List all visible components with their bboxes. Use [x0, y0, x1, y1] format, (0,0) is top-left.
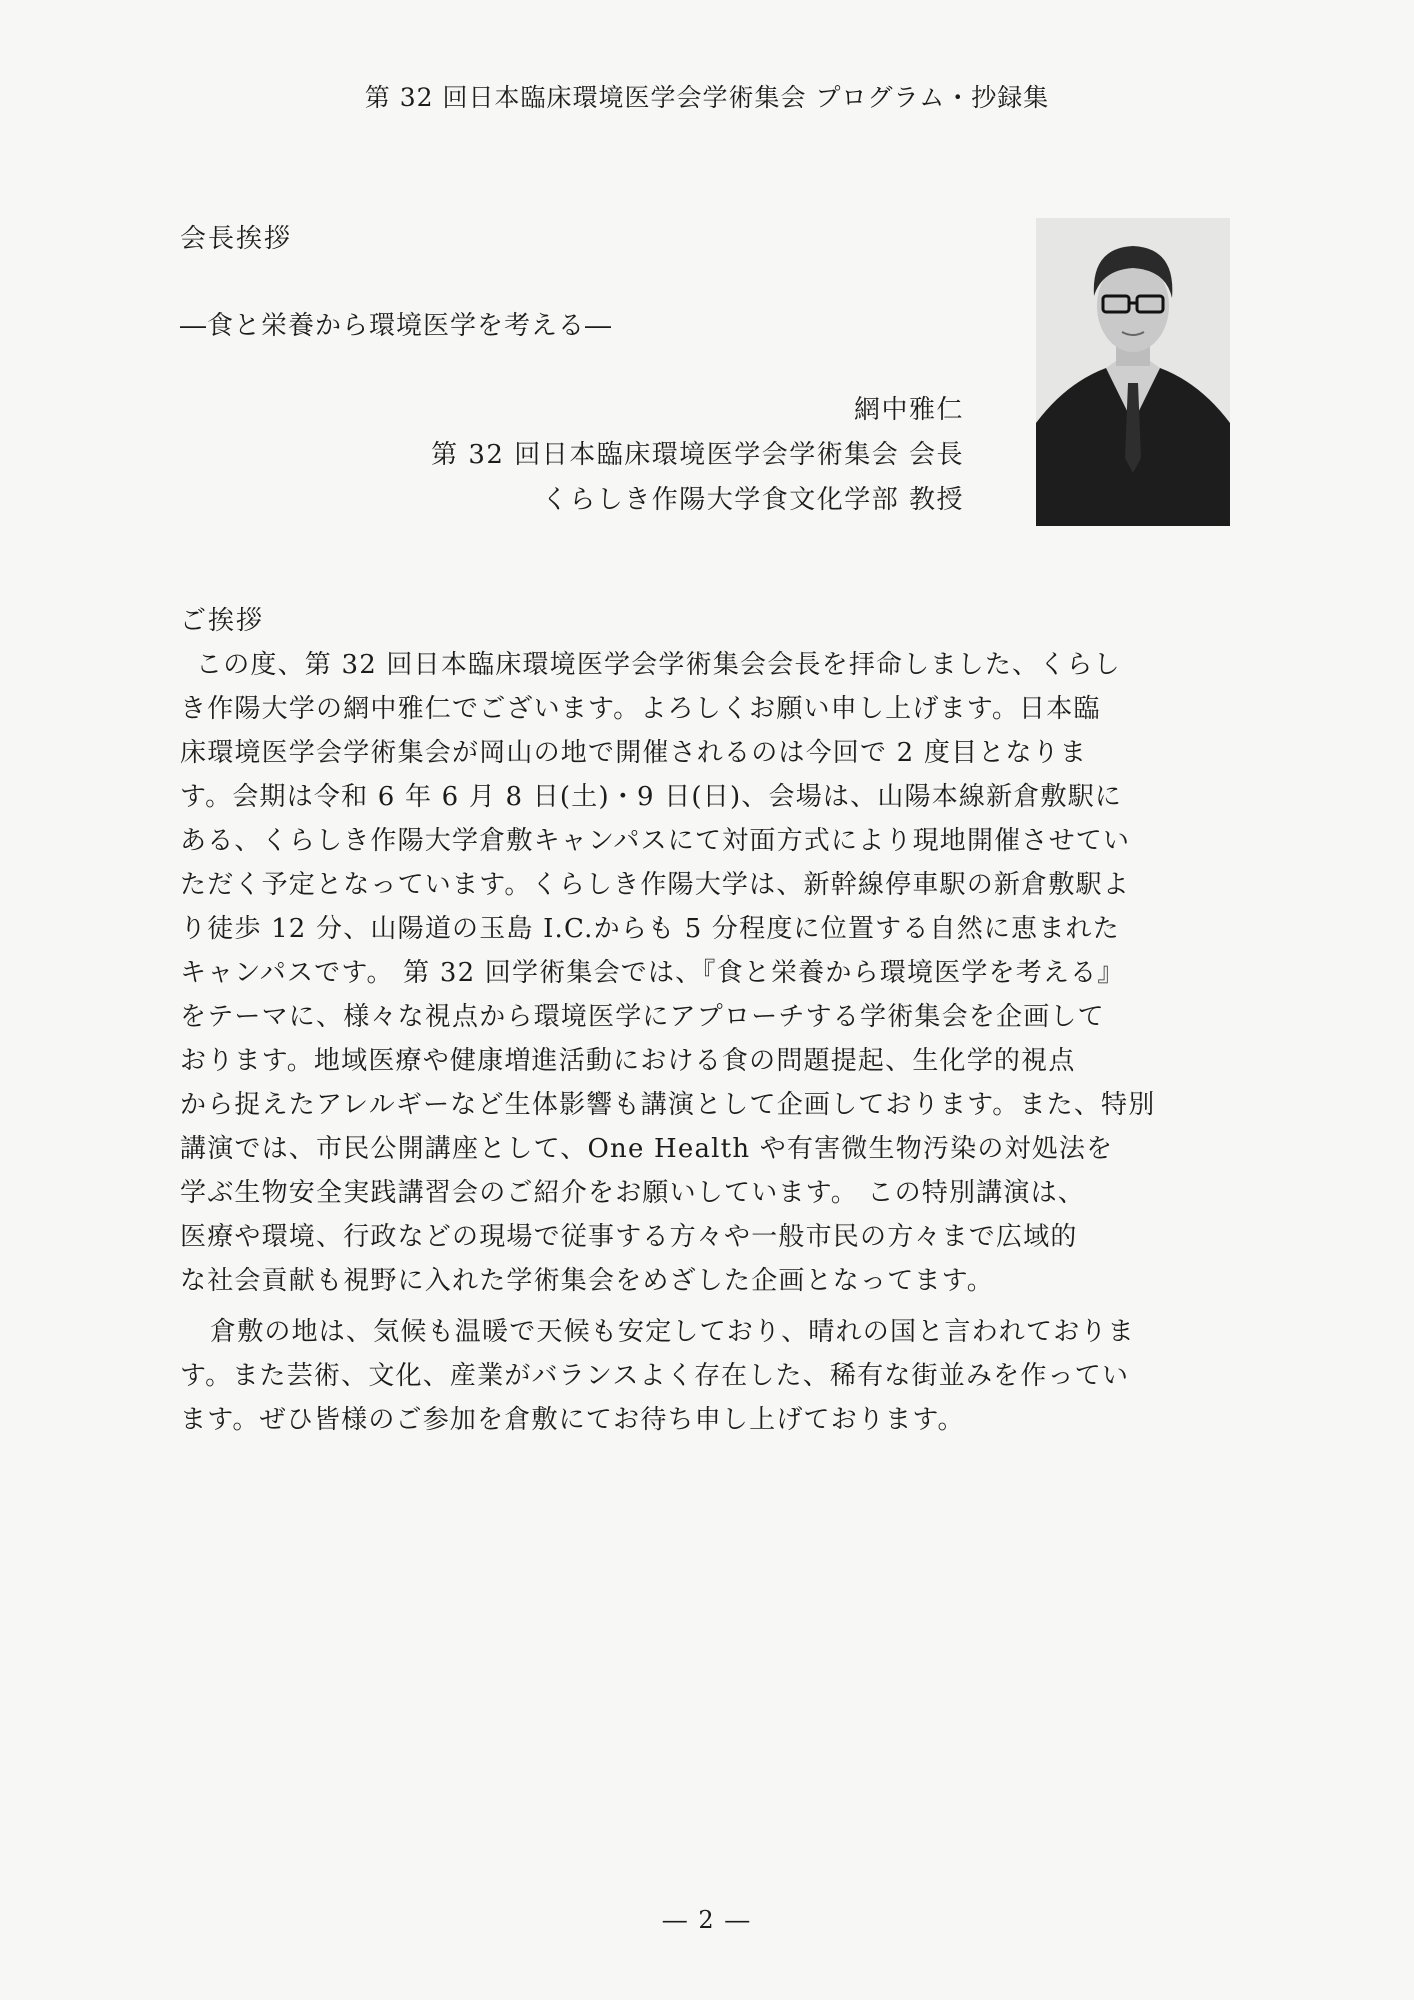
running-header: 第 32 回日本臨床環境医学会学術集会 プログラム・抄録集	[364, 83, 1050, 112]
author-role: 第 32 回日本臨床環境医学会学術集会 会長	[431, 440, 964, 470]
paragraph-line: から捉えたアレルギーなど生体影響も講演として企画しております。また、特別	[180, 1090, 1156, 1120]
paragraph-line: す。また芸術、文化、産業がバランスよく存在した、稀有な街並みを作ってい	[180, 1361, 1130, 1391]
paragraph-line: キャンパスです。 第 32 回学術集会では、『食と栄養から環境医学を考える』	[180, 958, 1125, 988]
greeting-subtitle: ―食と栄養から環境医学を考える―	[180, 311, 613, 341]
paragraph-line: 学ぶ生物安全実践講習会のご紹介をお願いしています。 この特別講演は、	[180, 1178, 1085, 1208]
author-portrait-photo	[1036, 218, 1230, 526]
greeting-paragraph-1	[180, 643, 1232, 1303]
author-affiliation: くらしき作陽大学食文化学部 教授	[541, 485, 964, 515]
author-name: 網中雅仁	[853, 395, 964, 425]
paragraph-line: をテーマに、様々な視点から環境医学にアプローチする学術集会を企画して	[180, 1002, 1105, 1032]
author-block	[431, 388, 964, 523]
paragraph-line: 講演では、市民公開講座として、One Health や有害微生物汚染の対処法を	[180, 1134, 1114, 1164]
paragraph-line: ただく予定となっています。くらしき作陽大学は、新幹線停車駅の新倉敷駅よ	[180, 870, 1130, 900]
paragraph-line: 床環境医学会学術集会が岡山の地で開催されるのは今回で 2 度目となりま	[180, 738, 1088, 768]
paragraph-line: き作陽大学の網中雅仁でございます。よろしくお願い申し上げます。日本臨	[180, 694, 1101, 724]
paragraph-line: す。会期は令和 6 年 6 月 8 日(土)・9 日(日)、会場は、山陽本線新倉敷駅に	[180, 782, 1123, 812]
paragraph-line: な社会貢献も視野に入れた学術集会をめざした企画となってます。	[180, 1266, 994, 1296]
paragraph-line: 医療や環境、行政などの現場で従事する方々や一般市民の方々まで広域的	[180, 1222, 1078, 1252]
paragraph-line: この度、第 32 回日本臨床環境医学会学術集会会長を拝命しました、くらし	[196, 650, 1121, 680]
paragraph-line: ある、くらしき作陽大学倉敷キャンパスにて対面方式により現地開催させてい	[180, 826, 1131, 856]
greeting-paragraph-2	[180, 1310, 1232, 1442]
paragraph-line: 倉敷の地は、気候も温暖で天候も安定しており、晴れの国と言われておりま	[210, 1317, 1135, 1347]
paragraph-line: ます。ぜひ皆様のご参加を倉敷にてお待ち申し上げております。	[180, 1405, 965, 1435]
paragraph-line: おります。地域医療や健康増進活動における食の問題提起、生化学的視点	[180, 1046, 1076, 1076]
section-title: ご挨拶	[180, 606, 265, 636]
paragraph-line: り徒歩 12 分、山陽道の玉島 I.C.からも 5 分程度に位置する自然に恵まれた	[180, 914, 1120, 944]
page-number: ― 2 ―	[662, 1906, 752, 1934]
greeting-title: 会長挨拶	[180, 224, 293, 254]
